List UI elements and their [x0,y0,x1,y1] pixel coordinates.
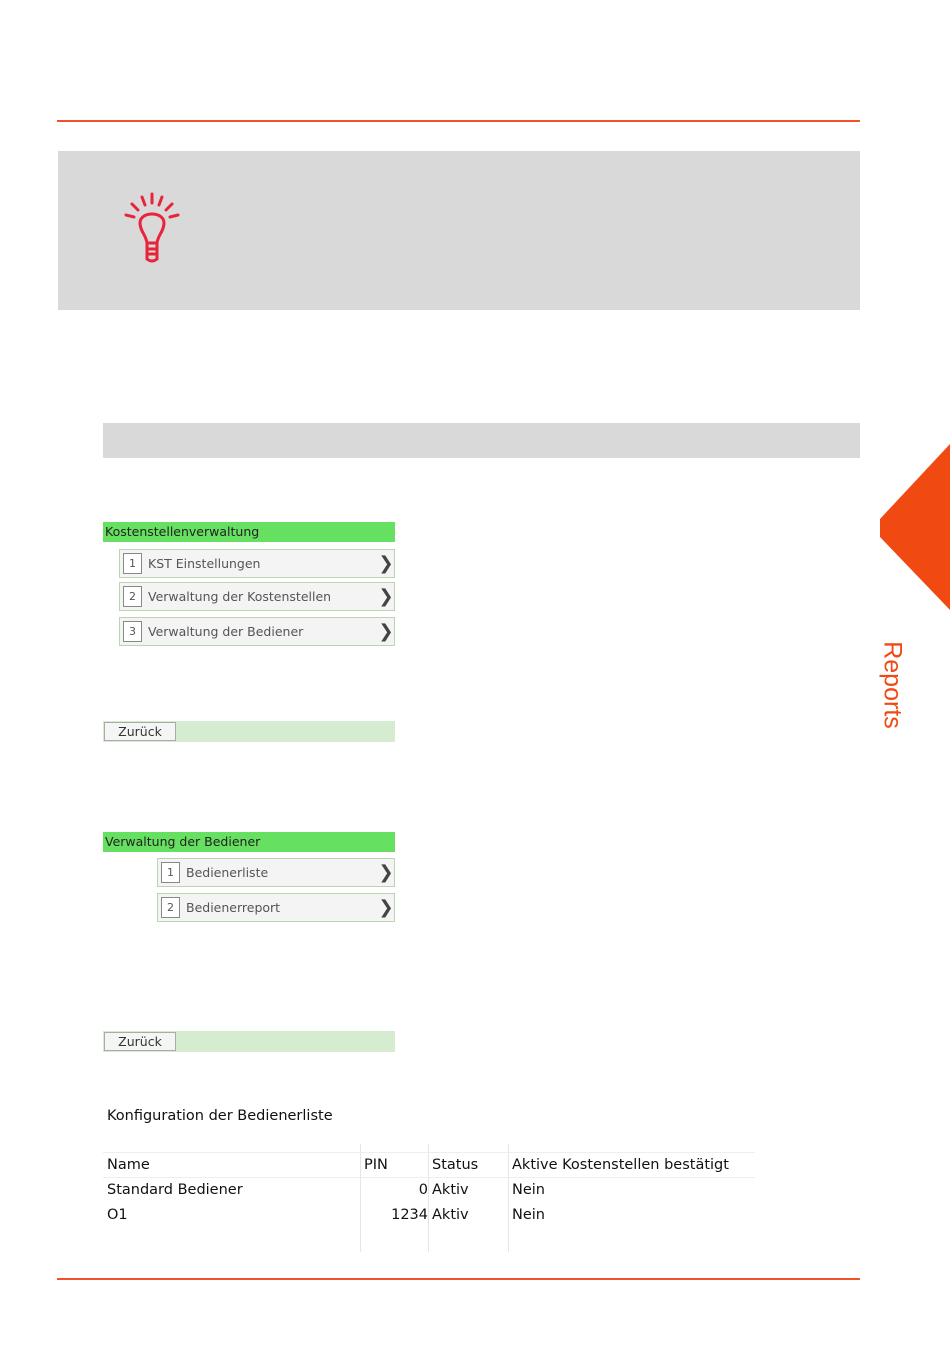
chevron-right-icon: ❯ [378,585,394,607]
cell-pin: 1234 [391,1207,428,1223]
menu-item-kst-einstellungen[interactable] [119,549,395,578]
menu-item-verwaltung-bediener[interactable] [119,617,395,646]
cell-pin: 0 [418,1182,428,1198]
column-header-name: Name [107,1157,150,1173]
menu-item-label: Verwaltung der Kostenstellen [148,589,332,604]
menu-item-number: 1 [123,553,142,574]
menu-item-bedienerliste[interactable] [157,858,395,887]
menu-item-label: Verwaltung der Bediener [148,624,304,639]
header-rule [57,120,860,122]
chapter-tab [880,444,950,610]
column-header-active-cost-centers: Aktive Kostenstellen bestätigt [512,1157,729,1173]
chevron-right-icon: ❯ [378,552,394,574]
chevron-right-icon: ❯ [378,620,394,642]
softkey-bar [103,721,395,742]
operator-list-report [103,1102,755,1252]
column-divider [508,1144,509,1252]
menu-item-label: KST Einstellungen [148,556,261,571]
menu-item-label: Bedienerreport [186,900,281,915]
cell-status: Aktiv [432,1207,469,1223]
menu-item-label: Bedienerliste [186,865,269,880]
column-divider [428,1144,429,1252]
chevron-right-icon: ❯ [378,861,394,883]
cell-name: O1 [107,1207,128,1223]
softkey-bar [103,1031,395,1052]
chevron-right-icon: ❯ [378,896,394,918]
cell-active-cost-centers: Nein [512,1207,545,1223]
menu-item-number: 1 [161,862,180,883]
footer-rule [57,1278,860,1280]
tip-box [58,151,860,310]
screen-verwaltung-bediener [103,832,395,1052]
section-heading-bar [103,423,860,458]
menu-item-number: 2 [123,586,142,607]
lightbulb-icon [120,191,184,265]
cell-active-cost-centers: Nein [512,1182,545,1198]
column-divider [360,1144,361,1252]
report-title: Konfiguration der Bedienerliste [107,1108,333,1124]
menu-item-number: 2 [161,897,180,918]
back-button[interactable]: Zurück [104,722,176,741]
menu-item-verwaltung-kostenstellen[interactable] [119,582,395,611]
menu-item-bedienerreport[interactable] [157,893,395,922]
back-button[interactable]: Zurück [104,1032,176,1051]
row-divider [103,1177,755,1178]
column-header-pin: PIN [364,1157,388,1173]
row-divider [103,1152,755,1153]
column-header-status: Status [432,1157,479,1173]
screen-title: Kostenstellenverwaltung [103,522,395,542]
menu-item-number: 3 [123,621,142,642]
screen-kostenstellenverwaltung [103,522,395,742]
chapter-tab-label: Reports [878,641,907,729]
cell-name: Standard Bediener [107,1182,243,1198]
screen-title: Verwaltung der Bediener [103,832,395,852]
cell-status: Aktiv [432,1182,469,1198]
